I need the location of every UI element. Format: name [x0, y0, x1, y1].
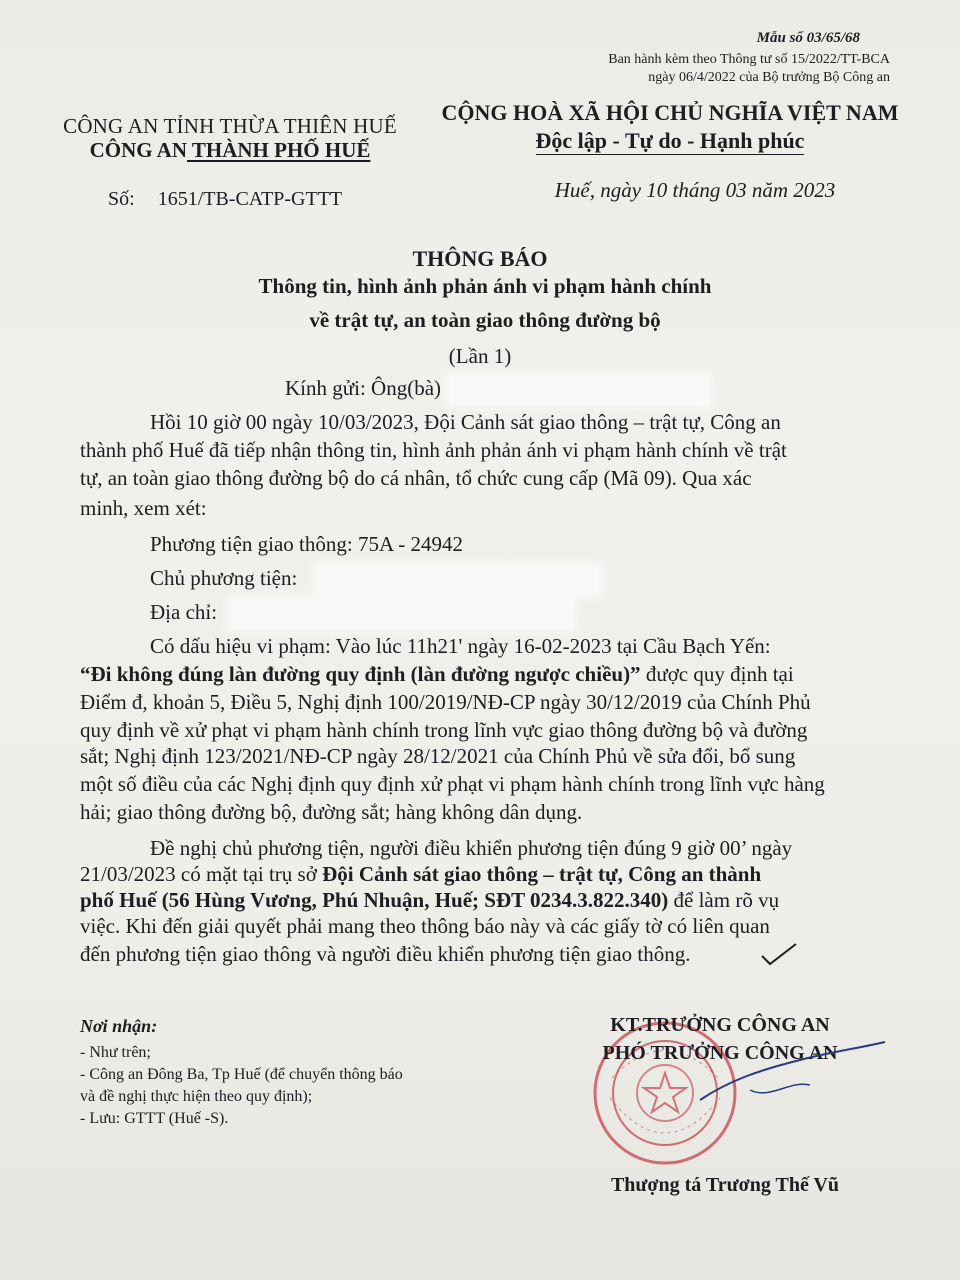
redacted-address — [232, 600, 572, 628]
recipient-2a: - Công an Đông Ba, Tp Huế (để chuyển thông báo — [80, 1066, 403, 1083]
agency-name-b: THÀNH PHỐ HUẾ — [187, 138, 371, 162]
paragraph-2-line-4: quy định về xử phạt vi phạm hành chính trong lĩnh vực giao thông đường bộ và đường — [80, 718, 808, 742]
paragraph-1-line-2: thành phố Huế đã tiếp nhận thông tin, hình ảnh phản ánh vi phạm hành chính về trật — [80, 438, 787, 462]
signature-title-2: PHÓ TRƯỞNG CÔNG AN — [602, 1042, 838, 1064]
document-number-label: Số: — [108, 188, 135, 210]
paragraph-2-line-7: hải; giao thông đường bộ, đường sắt; hàng không dân dụng. — [80, 800, 583, 824]
checkmark-icon — [760, 940, 800, 970]
notice-subtitle-1: Thông tin, hình ảnh phản ánh vi phạm hành chính — [258, 274, 712, 298]
recipient-1: - Như trên; — [80, 1044, 151, 1061]
vehicle-owner-label: Chủ phương tiện: — [150, 566, 298, 590]
paragraph-3-line-3 — [80, 888, 779, 913]
recipients-heading: Nơi nhận: — [80, 1016, 158, 1036]
form-issued-line-1: Ban hành kèm theo Thông tư số 15/2022/TT-BCA — [608, 52, 890, 67]
document-number — [108, 188, 342, 211]
paragraph-3-line-5: đến phương tiện giao thông và người điều khiển phương tiện giao thông. — [80, 942, 691, 966]
paragraph-2-line-1: Có dấu hiệu vi phạm: Vào lúc 11h21' ngày 16-02-2023 tại Cầu Bạch Yến: — [150, 634, 771, 658]
signature-title-1: KT.TRƯỞNG CÔNG AN — [610, 1014, 830, 1036]
police-unit: Đội Cảnh sát giao thông – trật tự, Công an thành — [322, 862, 762, 886]
paragraph-3-line-2 — [80, 862, 761, 887]
recipient-2b: và đề nghị thực hiện theo quy định); — [80, 1088, 313, 1105]
nation-motto-text: Độc lập - Tự do - Hạnh phúc — [535, 128, 805, 153]
notice-title: THÔNG BÁO — [412, 246, 548, 271]
redacted-owner — [318, 566, 598, 594]
vehicle-plate: Phương tiện giao thông: 75A - 24942 — [150, 532, 463, 556]
place-date: Huế, ngày 10 tháng 03 năm 2023 — [554, 178, 836, 202]
paragraph-2-line-2-rest: được quy định tại — [640, 662, 794, 686]
paragraph-2-line-5: sắt; Nghị định 123/2021/NĐ-CP ngày 28/12/2021 của Chính Phủ về sửa đổi, bổ sung — [80, 744, 796, 768]
violation-text: “Đi không đúng làn đường quy định (làn đường ngược chiều)” — [80, 662, 641, 686]
address-label: Địa chỉ: — [150, 600, 218, 624]
paragraph-3-line-2-a: 21/03/2023 có mặt tại trụ sở — [80, 862, 323, 886]
notice-subtitle-2: về trật tự, an toàn giao thông đường bộ — [309, 308, 661, 332]
notice-round: (Lần 1) — [448, 344, 512, 368]
agency-parent: CÔNG AN TỈNH THỪA THIÊN HUẾ — [63, 114, 397, 138]
form-issued-line-2: ngày 06/4/2022 của Bộ trưởng Bộ Công an — [648, 70, 890, 85]
signer-name: Thượng tá Trương Thế Vũ — [610, 1174, 840, 1196]
paragraph-2-line-3: Điểm đ, khoản 5, Điều 5, Nghị định 100/2019/NĐ-CP ngày 30/12/2019 của Chính Phủ — [80, 690, 811, 714]
paragraph-3-line-1: Đề nghị chủ phương tiện, người điều khiển phương tiện đúng 9 giờ 00’ ngày — [150, 836, 793, 860]
agency-name — [40, 138, 420, 163]
nation-motto — [430, 128, 910, 154]
redacted-name — [450, 376, 708, 404]
paragraph-1-line-1: Hồi 10 giờ 00 ngày 10/03/2023, Đội Cảnh sát giao thông – trật tự, Công an — [150, 410, 781, 434]
paragraph-3-line-3-rest: để làm rõ vụ — [668, 888, 780, 912]
form-number: Mẫu số 03/65/68 — [756, 30, 860, 46]
paragraph-1-line-3: tự, an toàn giao thông đường bộ do cá nhân, tổ chức cung cấp (Mã 09). Qua xác — [80, 466, 752, 490]
handwritten-signature — [690, 1040, 890, 1120]
document-number-value: 1651/TB-CATP-GTTT — [157, 188, 343, 210]
paragraph-2-line-2 — [80, 662, 794, 687]
recipient-3: - Lưu: GTTT (Huế -S). — [80, 1110, 229, 1127]
nation-title: CỘNG HOÀ XÃ HỘI CHỦ NGHĨA VIỆT NAM — [441, 100, 899, 125]
police-address: phố Huế (56 Hùng Vương, Phú Nhuận, Huế; SĐT 0234.3.822.340) — [80, 888, 669, 912]
greeting: Kính gửi: Ông(bà) — [285, 376, 442, 400]
paragraph-2-line-6: một số điều của các Nghị định quy định xử phạt vi phạm hành chính trong lĩnh vực hàng — [80, 772, 825, 796]
paragraph-1-line-4: minh, xem xét: — [80, 496, 207, 520]
paragraph-3-line-4: việc. Khi đến giải quyết phải mang theo thông báo này và các giấy tờ có liên quan — [80, 914, 770, 938]
agency-name-a: CÔNG AN — [89, 138, 188, 162]
